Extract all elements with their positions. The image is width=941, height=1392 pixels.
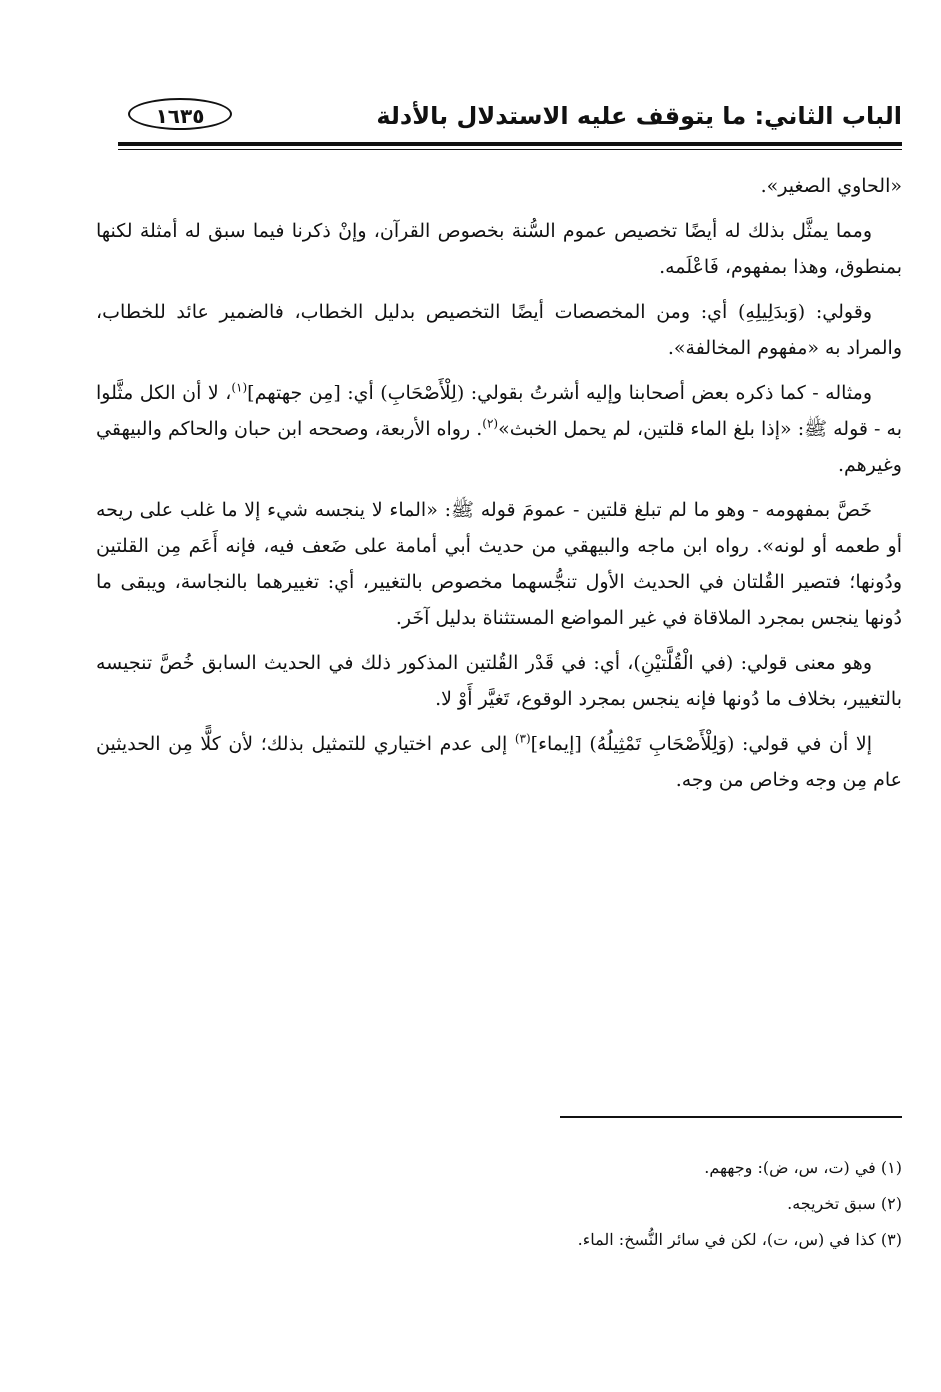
page-header (118, 96, 902, 140)
paragraph-7 (96, 726, 902, 798)
paragraph-4-part-3: . رواه الأربعة، وصححه ابن حبان والحاكم والبيهقي وغيرهم. (96, 418, 902, 476)
footnote-3: (٣) كذا في (س، ت)، لكن في سائر النُّسخ: الماء. (577, 1230, 902, 1249)
paragraph-3: وقولي: (وَبدَلِيلِهِ) أي: ومن المخصصات أيضًا التخصيص بدليل الخطاب، فالضمير عائد للخطاب، والمراد به «مفهوم المخالفة». (96, 301, 902, 359)
footnote-separator (560, 1116, 902, 1118)
paragraph-5: خَصَّ بمفهومه - وهو ما لم تبلغ قلتين - عمومَ قوله ﷺ: «الماء لا ينجسه شيء إلا ما غلب على ريحه أو طعمه أو لونه». رواه ابن ماجه والبيهقي من حديث أبي أمامة على ضَعف فيه، فإنه أَعَم مِن القلتين ودُونها؛ فتصير القُلتان في الحديث الأول تنجُّسهما مخصوص بالتغيير، أي: تغييرهما بالنجاسة، ويبقى ما دُونها ينجس بمجرد الملاقاة في غير المواضع المستثناة بدليل آخَر. (96, 499, 902, 629)
header-rule-thin (118, 149, 902, 150)
footnote-2: (٢) سبق تخريجه. (787, 1194, 902, 1213)
paragraph-4-part-2: ، لا أن الكل مثَّلوا به - قوله ﷺ: «إذا بلغ الماء قلتين، لم يحمل الخبث» (96, 382, 902, 440)
paragraph-4 (96, 375, 902, 483)
footnotes (96, 1150, 902, 1258)
footnote-ref-1: (١) (231, 380, 248, 395)
footnote-1: (١) في (ت، س، ض): وجههم. (704, 1158, 902, 1177)
header-rule-thick (118, 142, 902, 146)
paragraph-4-part-1: ومثاله - كما ذكره بعض أصحابنا وإليه أشرتُ بقولي: (لِلْأَصْحَابِ) أي: [مِن جهتهم] (247, 382, 872, 404)
page-number: ١٦٣٥ (128, 98, 232, 130)
footnote-ref-2: (٢) (482, 416, 499, 431)
main-text (96, 168, 902, 807)
running-title: الباب الثاني: ما يتوقف عليه الاستدلال بالأدلة (376, 102, 902, 130)
paragraph-2: ومما يمثَّل بذلك له أيضًا تخصيص عموم السُّنة بخصوص القرآن، وإنْ ذكرنا فيما سبق له أمثلة لكنها بمنطوق، وهذا بمفهوم، فَاعْلَمه. (96, 220, 902, 278)
paragraph-6: وهو معنى قولي: (في الْقُلَّتيْنِ)، أي: في قَدْر القُلتين المذكور ذلك في الحديث السابق خُصَّ تنجيسه بالتغيير، بخلاف ما دُونها فإنه ينجس بمجرد الوقوع، تَغيَّر أَوْ لا. (96, 652, 902, 710)
footnote-ref-3: (٣) (514, 731, 531, 746)
paragraph-7-part-2: إلى عدم اختياري للتمثيل بذلك؛ لأن كلًّا مِن الحديثين عام مِن وجه وخاص من وجه. (96, 733, 902, 791)
paragraph-1: «الحاوي الصغير». (760, 175, 902, 197)
paragraph-7-part-1: إلا أن في قولي: (وَلِلْأَصْحَابِ تَمْثِيلُهُ) [إيماء] (530, 733, 872, 755)
